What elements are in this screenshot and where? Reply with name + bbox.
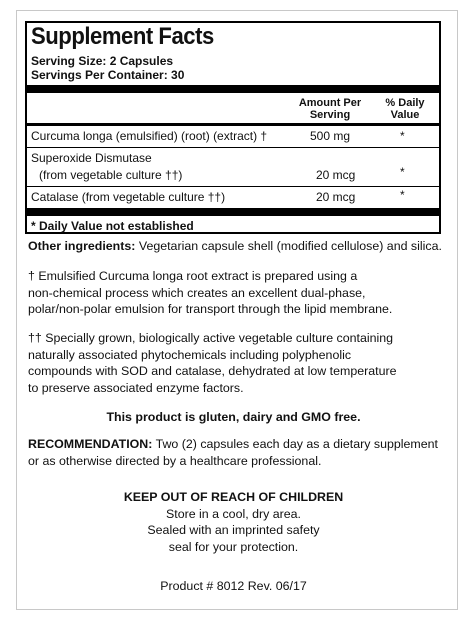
ingredient-name: Catalase (from vegetable culture ††) — [31, 190, 226, 204]
other-ingredients-label: Other ingredients: — [28, 239, 136, 253]
row-divider — [27, 147, 439, 148]
row-divider — [27, 186, 439, 187]
daily-value-footnote: * Daily Value not established — [31, 219, 194, 233]
storage-warning: KEEP OUT OF REACH OF CHILDREN Store in a cool, dry area. Sealed with an imprinted safety seal for your protection. — [0, 489, 467, 555]
other-ingredients — [28, 238, 448, 255]
curcuma-note: † Emulsified Curcuma longa root extract is prepared using a non-chemical process which creates an excellent dual-phase, polar/non-polar emulsion for transport through the lipid membrane. — [28, 269, 393, 316]
ingredient-subtext: (from vegetable culture ††) — [39, 168, 183, 182]
vegetable-culture-note: †† Specially grown, biologically active vegetable culture containing naturally associated phytochemicals including polyphenolic compounds with SOD and catalase, dehydrated at low temperature to preserve associated enzyme factors. — [28, 331, 397, 395]
ingredient-amount: 20 mcg — [316, 190, 356, 204]
thick-divider — [27, 208, 439, 216]
thick-divider — [27, 85, 439, 93]
servings-per-container: Servings Per Container: 30 — [31, 68, 185, 82]
amount-per-serving-header: Amount Per Serving — [298, 97, 362, 121]
recommendation-label: RECOMMENDATION: — [28, 437, 153, 451]
ingredient-dv: * — [400, 129, 405, 143]
product-number: Product # 8012 Rev. 06/17 — [160, 579, 307, 593]
ingredient-amount: 500 mg — [310, 129, 351, 143]
panel-title: Supplement Facts — [31, 23, 214, 50]
warning-heading: KEEP OUT OF REACH OF CHILDREN — [123, 490, 344, 504]
recommendation: RECOMMENDATION: Two (2) capsules each day as a dietary supplement or as otherwise directed by a healthcare professional. — [28, 437, 438, 468]
ingredient-name: Superoxide Dismutase — [31, 151, 152, 165]
allergen-statement: This product is gluten, dairy and GMO free. — [106, 410, 361, 424]
other-ingredients-text: Vegetarian capsule shell (modified cellulose) and silica. — [138, 239, 442, 253]
ingredient-name: Curcuma longa (emulsified) (root) (extract) † — [31, 129, 268, 143]
header-divider — [27, 123, 439, 126]
ingredient-dv: * — [400, 188, 405, 202]
supplement-facts-panel — [25, 21, 441, 234]
daily-value-header: % Daily Value — [385, 97, 425, 121]
serving-size: Serving Size: 2 Capsules — [31, 54, 174, 68]
ingredient-dv: * — [400, 165, 405, 179]
ingredient-amount: 20 mcg — [316, 168, 356, 182]
